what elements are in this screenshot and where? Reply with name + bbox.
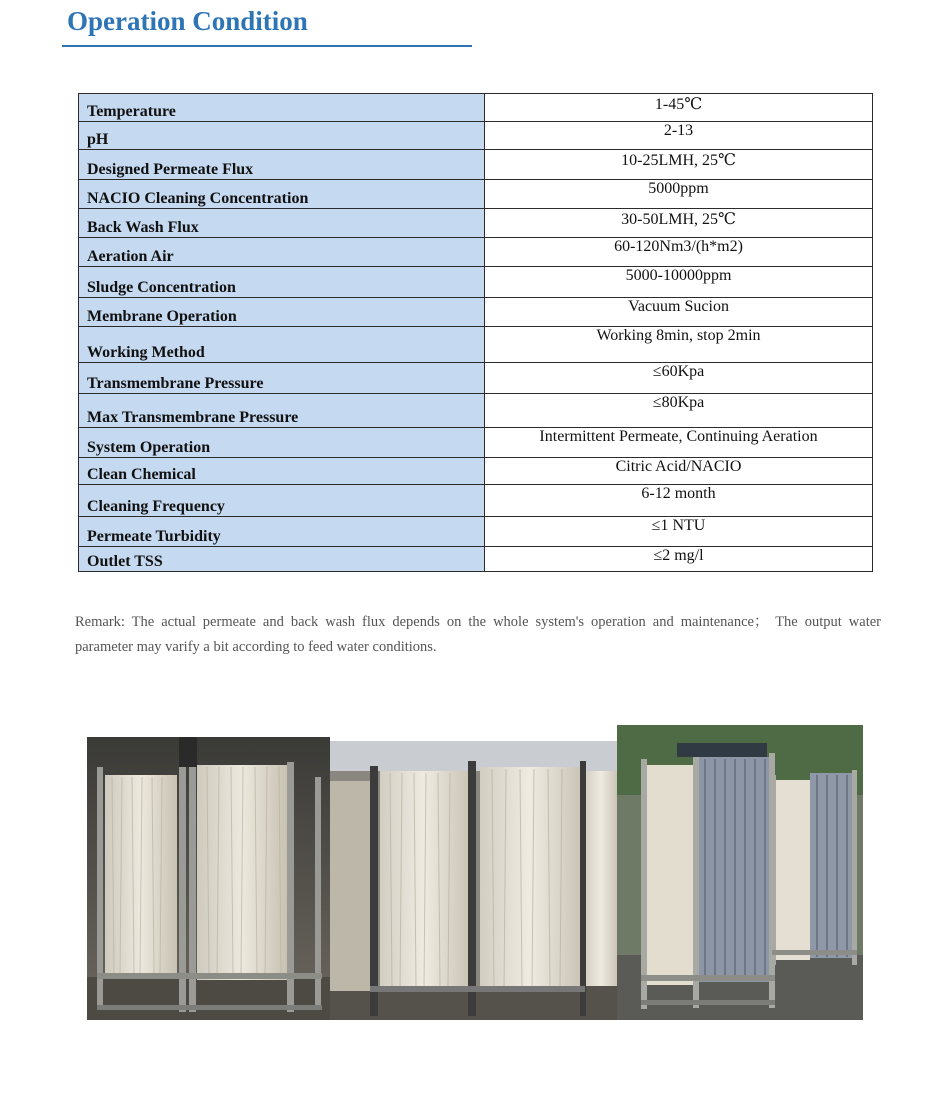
param-value: ≤80Kpa [485, 394, 873, 428]
table-row [79, 238, 873, 267]
param-label: Sludge Concentration [79, 267, 485, 298]
param-value: 2-13 [485, 122, 873, 150]
param-label: Temperature [79, 94, 485, 122]
membrane-module-photo-3 [617, 725, 863, 1020]
table-row [79, 547, 873, 572]
param-label: Transmembrane Pressure [79, 363, 485, 394]
param-value: 6-12 month [485, 485, 873, 517]
table-row [79, 327, 873, 363]
table-row [79, 122, 873, 150]
param-value: 30-50LMH, 25℃ [485, 209, 873, 238]
param-value: ≤2 mg/l [485, 547, 873, 572]
param-value: 5000-10000ppm [485, 267, 873, 298]
param-value: Working 8min, stop 2min [485, 327, 873, 363]
param-label: pH [79, 122, 485, 150]
param-value: 5000ppm [485, 180, 873, 209]
page-title: Operation Condition [67, 6, 308, 36]
param-value: 10-25LMH, 25℃ [485, 150, 873, 180]
param-label: Outlet TSS [79, 547, 485, 572]
param-label: Working Method [79, 327, 485, 363]
param-label: System Operation [79, 428, 485, 458]
membrane-module-photo-1 [87, 737, 330, 1020]
param-label: Back Wash Flux [79, 209, 485, 238]
title-underline [62, 45, 472, 47]
param-label: Aeration Air [79, 238, 485, 267]
table-row [79, 150, 873, 180]
param-value: Intermittent Permeate, Continuing Aeration [485, 428, 873, 458]
param-label: NACIO Cleaning Concentration [79, 180, 485, 209]
param-value: Vacuum Sucion [485, 298, 873, 327]
table-row [79, 458, 873, 485]
table-row [79, 394, 873, 428]
param-label: Max Transmembrane Pressure [79, 394, 485, 428]
param-value: ≤60Kpa [485, 363, 873, 394]
table-row [79, 209, 873, 238]
table-row [79, 180, 873, 209]
table-row [79, 485, 873, 517]
table-row [79, 363, 873, 394]
table-row [79, 517, 873, 547]
param-label: Designed Permeate Flux [79, 150, 485, 180]
table-row [79, 298, 873, 327]
param-value: 60-120Nm3/(h*m2) [485, 238, 873, 267]
param-label: Membrane Operation [79, 298, 485, 327]
param-label: Cleaning Frequency [79, 485, 485, 517]
table-row [79, 428, 873, 458]
remark-text: Remark: The actual permeate and back wash flux depends on the whole system's operation and maintenance； The output water parameter may varify a bit according to feed water conditions. [75, 614, 881, 655]
membrane-module-photo-2 [330, 741, 617, 1020]
param-value: Citric Acid/NACIO [485, 458, 873, 485]
param-label: Permeate Turbidity [79, 517, 485, 547]
param-label: Clean Chemical [79, 458, 485, 485]
param-value: 1-45℃ [485, 94, 873, 122]
table-row [79, 267, 873, 298]
param-value: ≤1 NTU [485, 517, 873, 547]
operation-condition-table [78, 93, 873, 572]
table-row [79, 94, 873, 122]
